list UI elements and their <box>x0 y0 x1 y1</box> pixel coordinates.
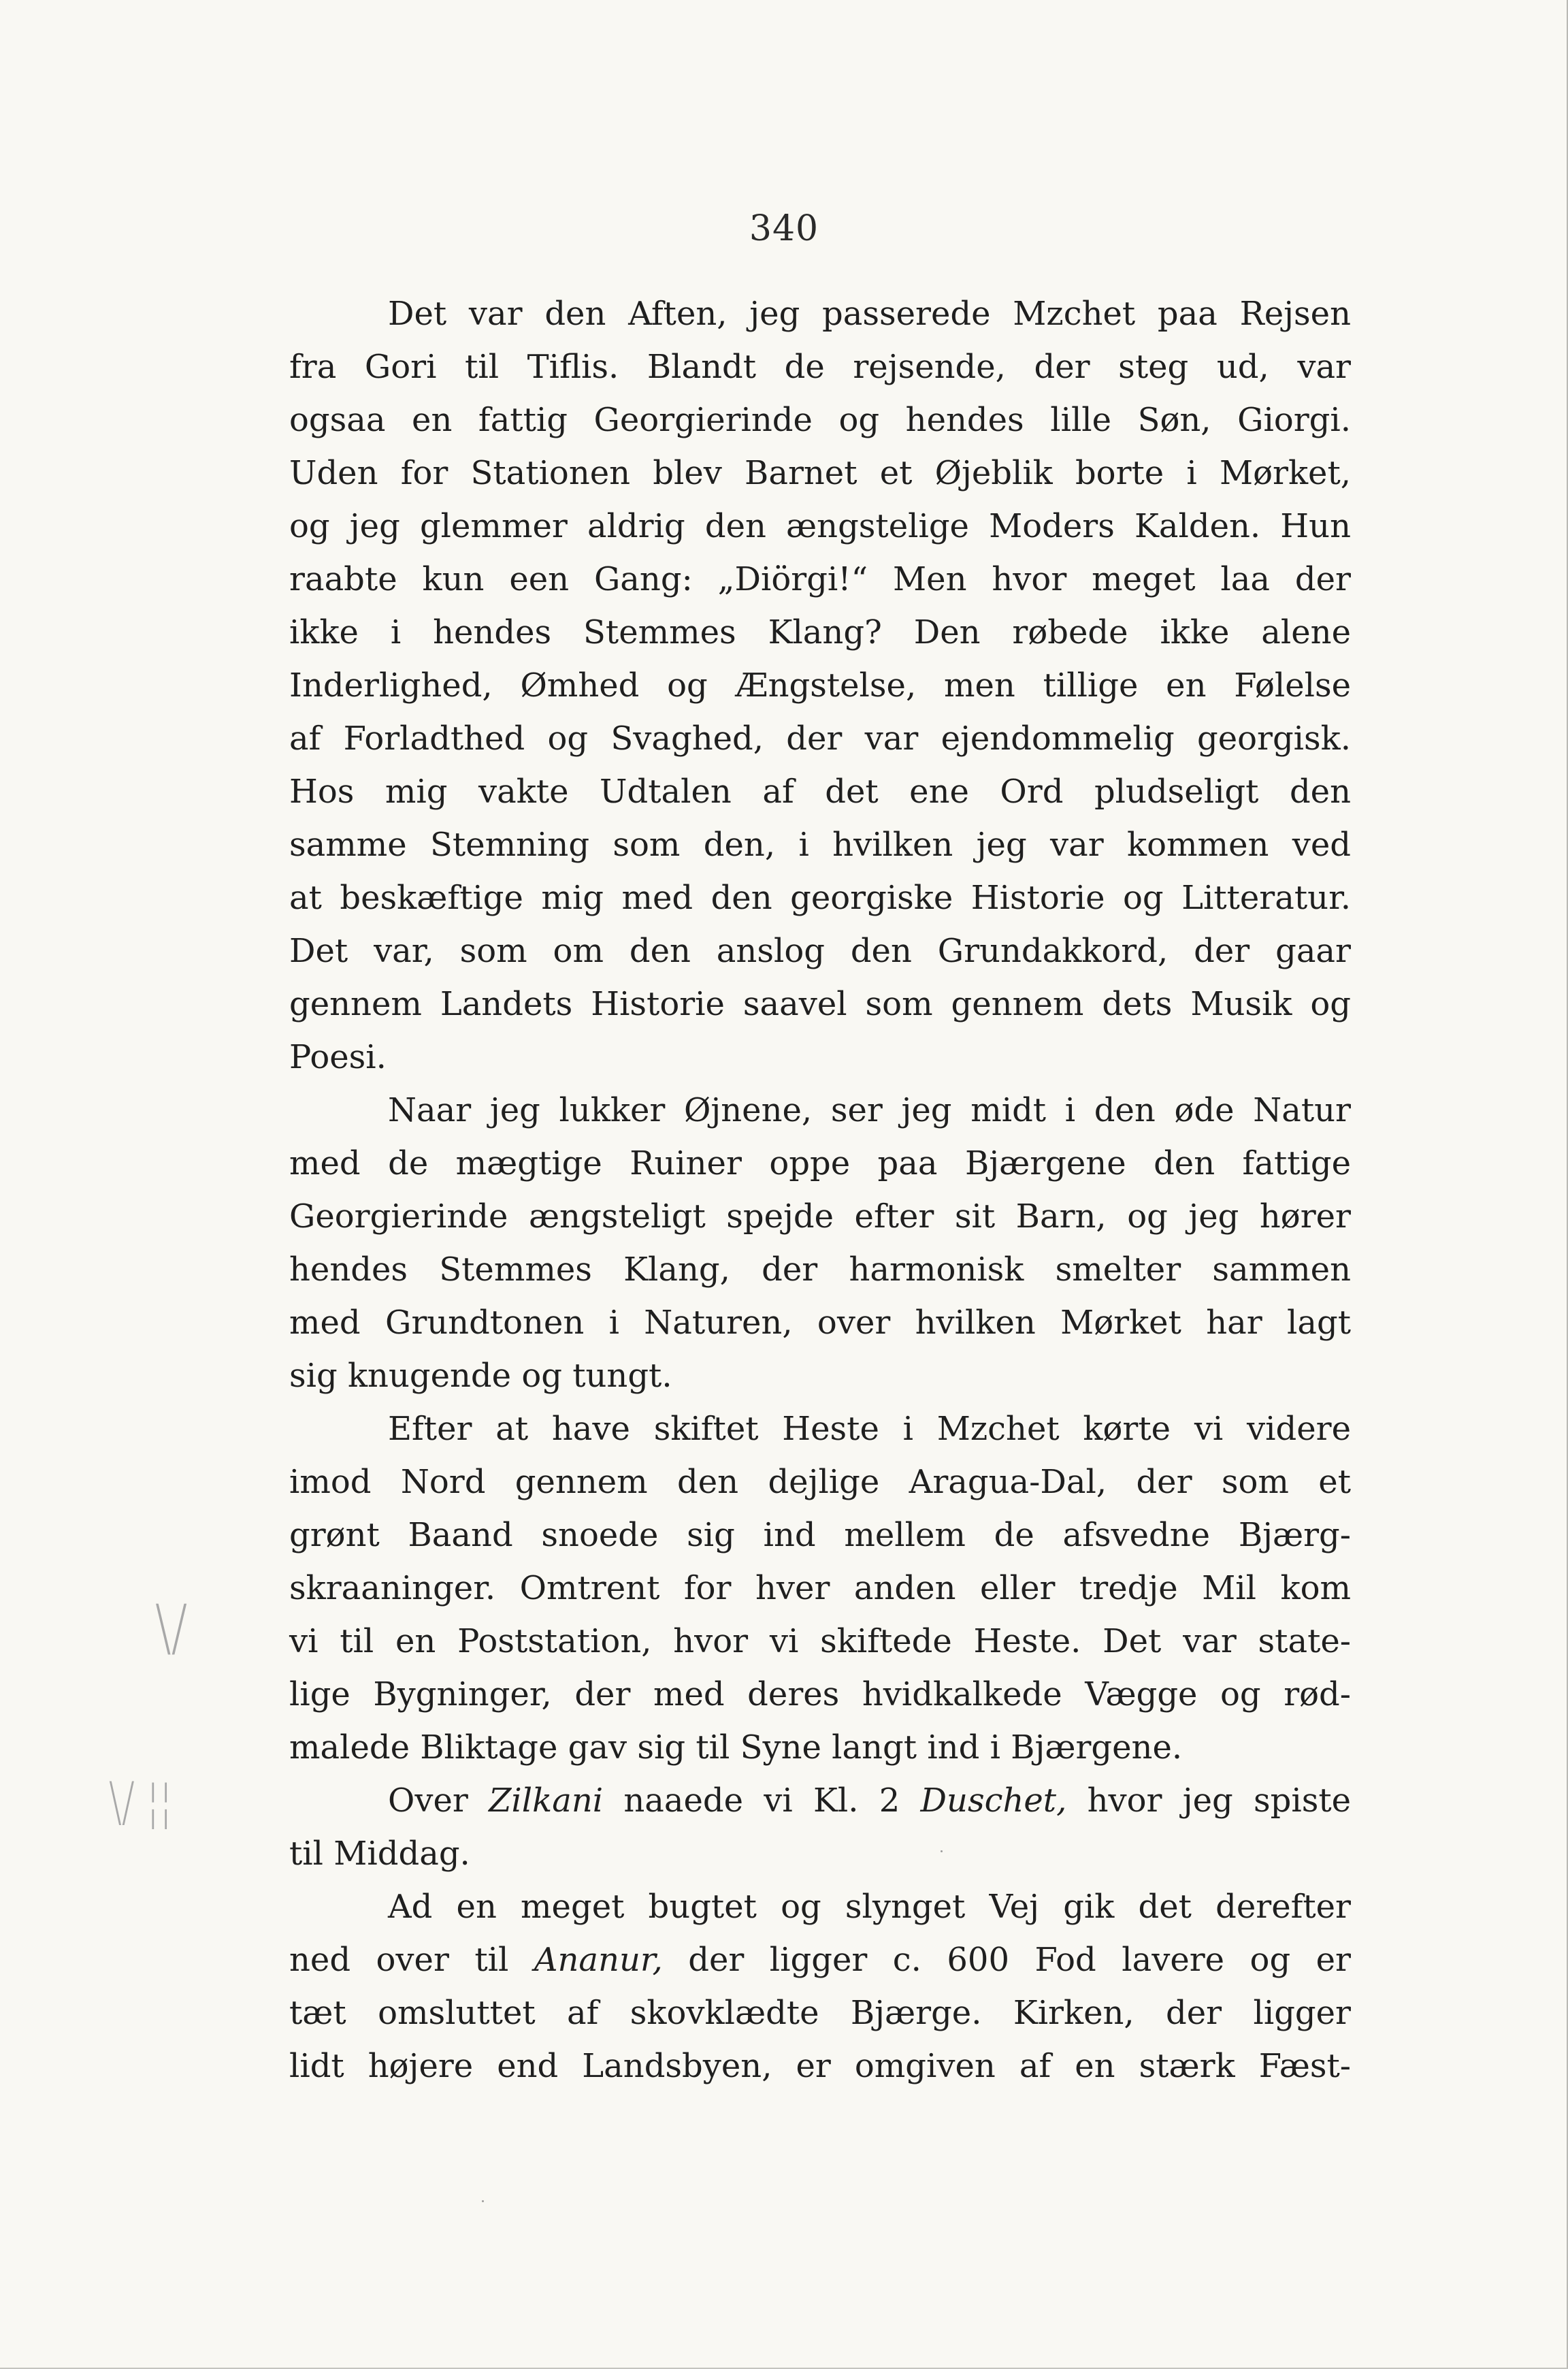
text-line: lidt højere end Landsbyen, er omgiven af en stærk Fæst- <box>289 2047 1351 2085</box>
text-line: Uden for Stationen blev Barnet et Øjeblik borte i Mørket, <box>289 454 1351 492</box>
text-line: ikke i hendes Stemmes Klang? Den røbede ikke alene <box>289 613 1351 651</box>
place-name: Duschet, <box>920 1782 1067 1820</box>
text-fragment: der ligger c. 600 Fod lavere og er <box>662 1941 1352 1979</box>
text-line: med Grundtonen i Naturen, over hvilken Mørket har lagt <box>289 1304 1351 1342</box>
place-name: Ananur, <box>534 1941 663 1979</box>
text-line: ogsaa en fattig Georgierinde og hendes lille Søn, Giorgi. <box>289 401 1351 439</box>
page-number: 340 <box>749 208 819 249</box>
text-line: af Forladthed og Svaghed, der var ejendommelig georgisk. <box>289 720 1351 758</box>
text-line: Hos mig vakte Udtalen af det ene Ord pludseligt den <box>289 773 1351 811</box>
text-line: tæt omsluttet af skovklædte Bjærge. Kirken, der ligger <box>289 1994 1351 2032</box>
text-line: til Middag. <box>289 1835 470 1873</box>
text-line: fra Gori til Tiflis. Blandt de rejsende, der steg ud, var <box>289 348 1351 386</box>
text-line: hendes Stemmes Klang, der harmonisk smelter sammen <box>289 1251 1351 1289</box>
text-line: med de mægtige Ruiner oppe paa Bjærgene den fattige <box>289 1144 1351 1182</box>
text-line <box>289 1933 1351 1986</box>
body-text <box>289 287 1351 2093</box>
text-line: lige Bygninger, der med deres hvidkalkede Vægge og rød- <box>289 1675 1351 1713</box>
text-line: og jeg glemmer aldrig den ængstelige Moders Kalden. Hun <box>289 507 1351 545</box>
text-line: gennem Landets Historie saavel som gennem dets Musik og <box>289 985 1351 1023</box>
text-fragment: naaede vi Kl. 2 <box>603 1782 921 1820</box>
text-line: Naar jeg lukker Øjnene, ser jeg midt i den øde Natur <box>388 1091 1351 1129</box>
text-line: Georgierinde ængsteligt spejde efter sit Barn, og jeg hører <box>289 1197 1351 1236</box>
text-line: Efter at have skiftet Heste i Mzchet kørte vi videre <box>388 1410 1351 1448</box>
text-fragment: hvor jeg spiste <box>1066 1782 1352 1820</box>
text-line: samme Stemning som den, i hvilken jeg var kommen ved <box>289 826 1351 864</box>
text-line: malede Bliktage gav sig til Syne langt ind i Bjærgene. <box>289 1728 1183 1767</box>
text-fragment: Over <box>388 1782 489 1820</box>
text-fragment: ned over til <box>289 1941 534 1979</box>
margin-pencil-mark: \/ <box>155 1591 188 1664</box>
text-line: Ad en meget bugtet og slynget Vej gik det derefter <box>388 1888 1351 1926</box>
paper-speck <box>482 2200 484 2202</box>
text-line: Det var, som om den anslog den Grundakkord, der gaar <box>289 932 1351 970</box>
text-line: imod Nord gennem den dejlige Aragua-Dal, der som et <box>289 1463 1351 1501</box>
text-line <box>289 1774 1351 1827</box>
text-line: at beskæftige mig med den georgiske Historie og Litteratur. <box>289 879 1351 917</box>
text-line: vi til en Poststation, hvor vi skiftede Heste. Det var state- <box>289 1622 1351 1660</box>
text-line: Inderlighed, Ømhed og Ængstelse, men tillige en Følelse <box>289 666 1351 705</box>
margin-pencil-mark: \/ ¦¦ <box>109 1771 173 1833</box>
text-line: grønt Baand snoede sig ind mellem de afsvedne Bjærg- <box>289 1516 1351 1554</box>
place-name: Zilkani <box>489 1782 604 1820</box>
text-line: raabte kun een Gang: „Diörgi!“ Men hvor meget laa der <box>289 560 1351 598</box>
text-line: Det var den Aften, jeg passerede Mzchet paa Rejsen <box>388 295 1351 333</box>
text-line: sig knugende og tungt. <box>289 1357 672 1395</box>
text-line: Poesi. <box>289 1038 387 1076</box>
text-line: skraaninger. Omtrent for hver anden eller tredje Mil kom <box>289 1569 1351 1607</box>
